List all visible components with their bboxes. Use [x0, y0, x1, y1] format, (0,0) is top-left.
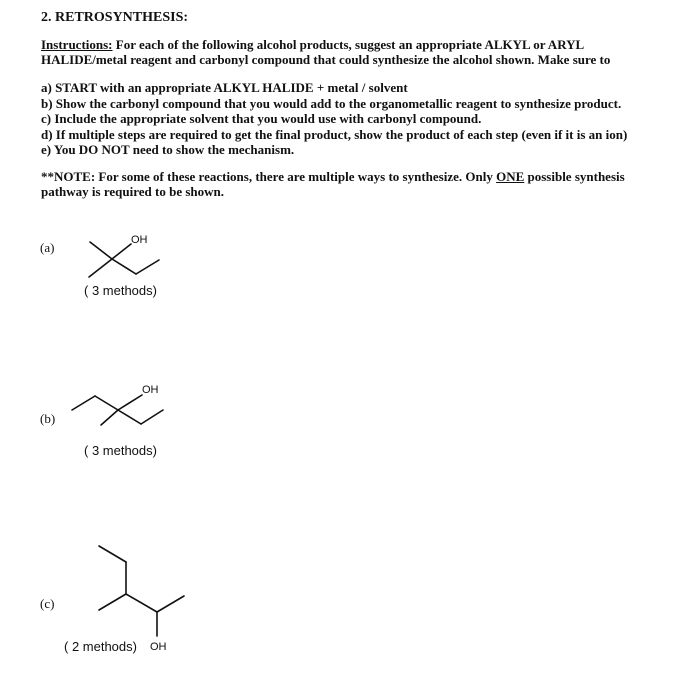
- step-b: b) Show the carbonyl compound that you would add to the organometallic reagent to synthesize product.: [41, 95, 622, 111]
- step-c: c) Include the appropriate solvent that you would use with carbonyl compound.: [41, 111, 482, 126]
- section-title: 2. RETROSYNTHESIS:: [41, 10, 189, 25]
- note-text-before: **NOTE: For some of these reactions, there are multiple ways to synthesize. Only: [41, 169, 497, 184]
- step-d: d) If multiple steps are required to get the final product, show the product of each step (even if it is an ion): [41, 126, 628, 142]
- step-a: a) START with an appropriate ALKYL HALIDE + metal / solvent: [41, 80, 408, 95]
- problem-b-methods: ( 3 methods): [84, 443, 157, 458]
- molecule-c-structure: [99, 546, 184, 636]
- molecule-b-structure: [72, 395, 163, 425]
- problem-b-label: (b): [40, 411, 56, 426]
- problem-a-methods: ( 3 methods): [84, 283, 157, 298]
- molecule-b-hydroxyl-label: OH: [142, 384, 159, 396]
- problem-a-label: (a): [40, 240, 55, 255]
- molecule-a-hydroxyl-label: OH: [131, 234, 148, 246]
- molecule-a-structure: [89, 242, 159, 277]
- note-text-after: possible synthesis pathway is required to be shown.: [41, 169, 625, 199]
- instructions-label: Instructions:: [41, 37, 113, 52]
- step-e: e) You DO NOT need to show the mechanism.: [41, 142, 295, 157]
- note-emphasis: ONE: [496, 169, 525, 184]
- instructions-text: For each of the following alcohol products, suggest an appropriate ALKYL or ARYL HALIDE/metal reagent and carbonyl compound that could synthesize the alcohol shown. Make sure to: [41, 37, 611, 67]
- problem-c-methods: ( 2 methods): [64, 639, 137, 654]
- problem-c-label: (c): [40, 596, 55, 611]
- molecule-c-hydroxyl-label: OH: [150, 641, 167, 653]
